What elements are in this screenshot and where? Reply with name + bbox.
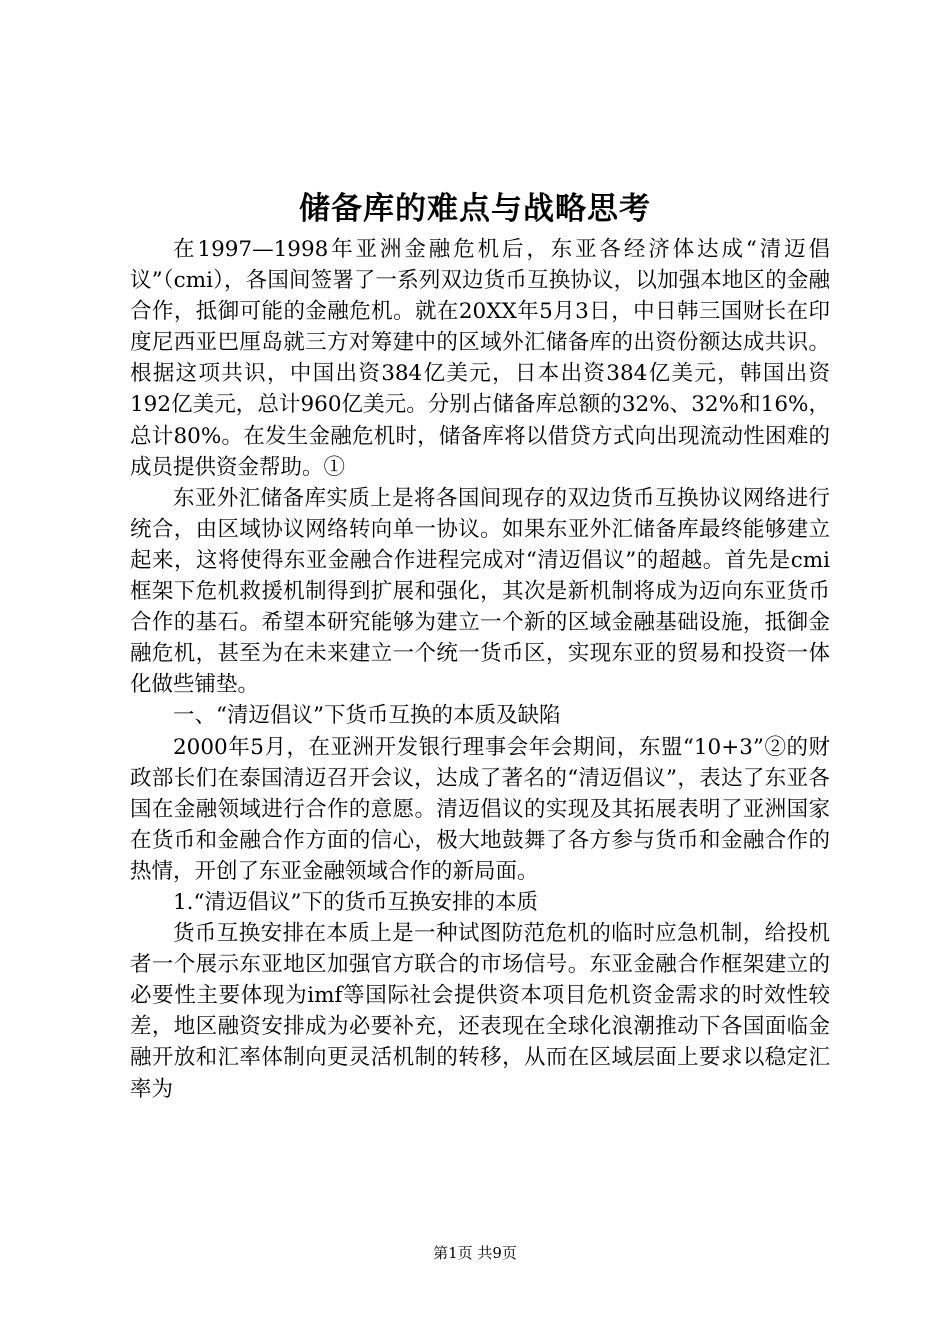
document-body: [130, 234, 830, 1105]
document-title: 储备库的难点与战略思考: [299, 191, 651, 227]
section-heading-1: 一、“清迈倡议”下货币互换的本质及缺陷: [173, 703, 561, 729]
paragraph-intro: 在1997—1998年亚洲金融危机后，东亚各经济体达成“清迈倡议”（cmi），各国间签署了一系列双边货币互换协议，以加强本地区的金融合作，抵御可能的金融危机。就在20XX年5月3日，中日韩三国财长在印度尼西亚巴厘岛就三方对筹建中的区域外汇储备库的出资份额达成共识。根据这项共识，中国出资384亿美元，日本出资384亿美元，韩国出资192亿美元，总计960亿美元。分别占储备库总额的32%、32%和16%，总计80%。在发生金融危机时，储备库将以借贷方式向出现流动性困难的成员提供资金帮助。①: [130, 237, 830, 480]
subsection-heading-1: 1.“清迈倡议”下的货币互换安排的本质: [173, 889, 538, 915]
paragraph-swap-nature: 货币互换安排在本质上是一种试图防范危机的临时应急机制，给投机者一个展示东亚地区加强官方联合的市场信号。东亚金融合作框架建立的必要性主要体现为imf等国际社会提供资本项目危机资金需求的时效性较差，地区融资安排成为必要补充，还表现在全球化浪潮推动下各国面临金融开放和汇率体制向更灵活机制的转移，从而在区域层面上要求以稳定汇率为: [130, 921, 830, 1102]
paragraph-reserve-pool: 东亚外汇储备库实质上是将各国间现存的双边货币互换协议网络进行统合，由区域协议网络转向单一协议。如果东亚外汇储备库最终能够建立起来，这将使得东亚金融合作进程完成对“清迈倡议”的超越。首先是cmi框架下危机救援机制得到扩展和强化，其次是新机制将成为迈向东亚货币合作的基石。希望本研究能够为建立一个新的区域金融基础设施，抵御金融危机，甚至为在未来建立一个统一货币区，实现东亚的贸易和投资一体化做些铺垫。: [130, 485, 830, 698]
paragraph-chiang-mai: 2000年5月，在亚洲开发银行理事会年会期间，东盟“10+3”②的财政部长们在泰国清迈召开会议，达成了著名的“清迈倡议”，表达了东亚各国在金融领域进行合作的意愿。清迈倡议的实现及其拓展表明了亚洲国家在货币和金融合作方面的信心，极大地鼓舞了各方参与货币和金融合作的热情，开创了东亚金融领域合作的新局面。: [130, 734, 830, 884]
page-footer: 第1页 共9页: [433, 1244, 517, 1262]
